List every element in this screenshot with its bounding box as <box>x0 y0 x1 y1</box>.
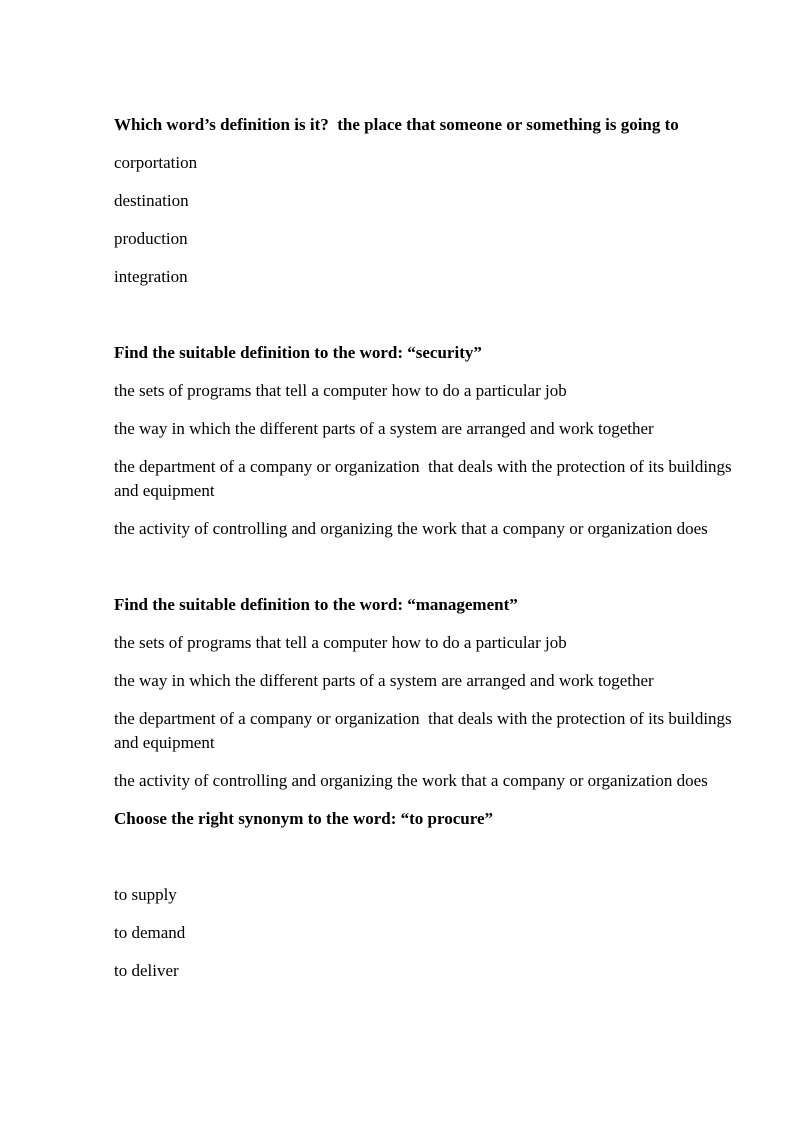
answer-option: to demand <box>114 923 186 942</box>
answer-option: the way in which the different parts of a system are arranged and work together <box>114 419 654 438</box>
question-prompt: Find the suitable definition to the word: “management” <box>114 595 518 614</box>
answer-option: destination <box>114 191 189 210</box>
answer-option: the department of a company or organization that deals with the protection of its buildings and equipment <box>114 709 736 752</box>
question-prompt: Find the suitable definition to the word: “security” <box>114 343 482 362</box>
answer-option: to deliver <box>114 961 179 980</box>
answer-option: production <box>114 229 188 248</box>
answer-option: to supply <box>114 885 177 904</box>
question-block <box>114 113 754 289</box>
answer-option: the department of a company or organization that deals with the protection of its buildings and equipment <box>114 457 736 500</box>
answer-option: the sets of programs that tell a computer how to do a particular job <box>114 381 567 400</box>
answer-option: the sets of programs that tell a computer how to do a particular job <box>114 633 567 652</box>
answer-option: the way in which the different parts of a system are arranged and work together <box>114 671 654 690</box>
question-block <box>114 341 754 541</box>
answer-option: the activity of controlling and organizing the work that a company or organization does <box>114 771 708 790</box>
question-block <box>114 807 754 983</box>
question-prompt: Which word’s definition is it? the place that someone or something is going to <box>114 115 679 134</box>
answer-option: the activity of controlling and organizing the work that a company or organization does <box>114 519 708 538</box>
question-prompt: Choose the right synonym to the word: “to procure” <box>114 809 494 828</box>
document-page <box>114 113 754 997</box>
answer-option: integration <box>114 267 188 286</box>
question-block <box>114 593 754 793</box>
answer-option: corportation <box>114 153 198 172</box>
